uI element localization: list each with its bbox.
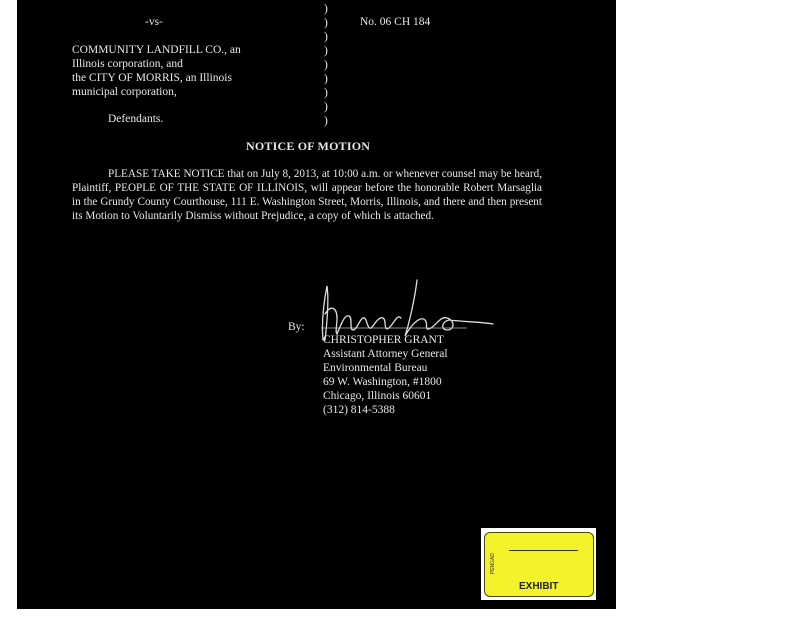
signer-phone: (312) 814-5388 (323, 404, 395, 416)
exhibit-label: EXHIBIT (519, 581, 559, 592)
signer-address-line1: 69 W. Washington, #1800 (323, 376, 442, 388)
caption-paren: ) (324, 3, 328, 15)
exhibit-blank-line (509, 550, 578, 551)
defendant-line: the CITY OF MORRIS, an Illinois (72, 72, 232, 84)
notice-title: NOTICE OF MOTION (246, 139, 371, 153)
defendant-line: Illinois corporation, and (72, 58, 183, 70)
signer-title: Assistant Attorney General (323, 348, 448, 360)
by-label: By: (288, 321, 305, 333)
caption-paren: ) (324, 73, 328, 85)
signer-name: CHRISTOPHER GRANT (323, 334, 444, 346)
signer-address-line2: Chicago, Illinois 60601 (323, 390, 432, 402)
notice-body (72, 167, 542, 223)
defendant-line: COMMUNITY LANDFILL CO., an (72, 44, 241, 56)
caption-paren: ) (324, 17, 328, 29)
caption-paren: ) (324, 101, 328, 113)
defendant-line: municipal corporation, (72, 86, 177, 98)
document-page (17, 0, 616, 609)
defendants-label: Defendants. (108, 113, 164, 125)
signer-bureau: Environmental Bureau (323, 362, 428, 374)
exhibit-sticker (481, 528, 596, 600)
notice-body-text: PLEASE TAKE NOTICE that on July 8, 2013, at 10:00 a.m. or whenever counsel may be heard, Plaintiff, PEOPLE OF THE STATE OF ILLINOIS, will appear before the honorable Robert Marsaglia in the Grundy County Courthouse, 111 E. Washington Street, Morris, Illinois, and there and then present its Motion to Voluntarily Dismiss without Prejudice, a copy of which is attached. (72, 168, 542, 222)
caption-paren: ) (324, 87, 328, 99)
caption-paren: ) (324, 31, 328, 43)
exhibit-sticker-face (484, 532, 594, 597)
caption-paren: ) (324, 115, 328, 127)
caption-paren: ) (324, 45, 328, 57)
caption-paren: ) (324, 59, 328, 71)
exhibit-vendor-mark: PENGAD (490, 553, 496, 575)
case-number: No. 06 CH 184 (360, 16, 431, 28)
vs-label: -vs- (145, 16, 163, 28)
